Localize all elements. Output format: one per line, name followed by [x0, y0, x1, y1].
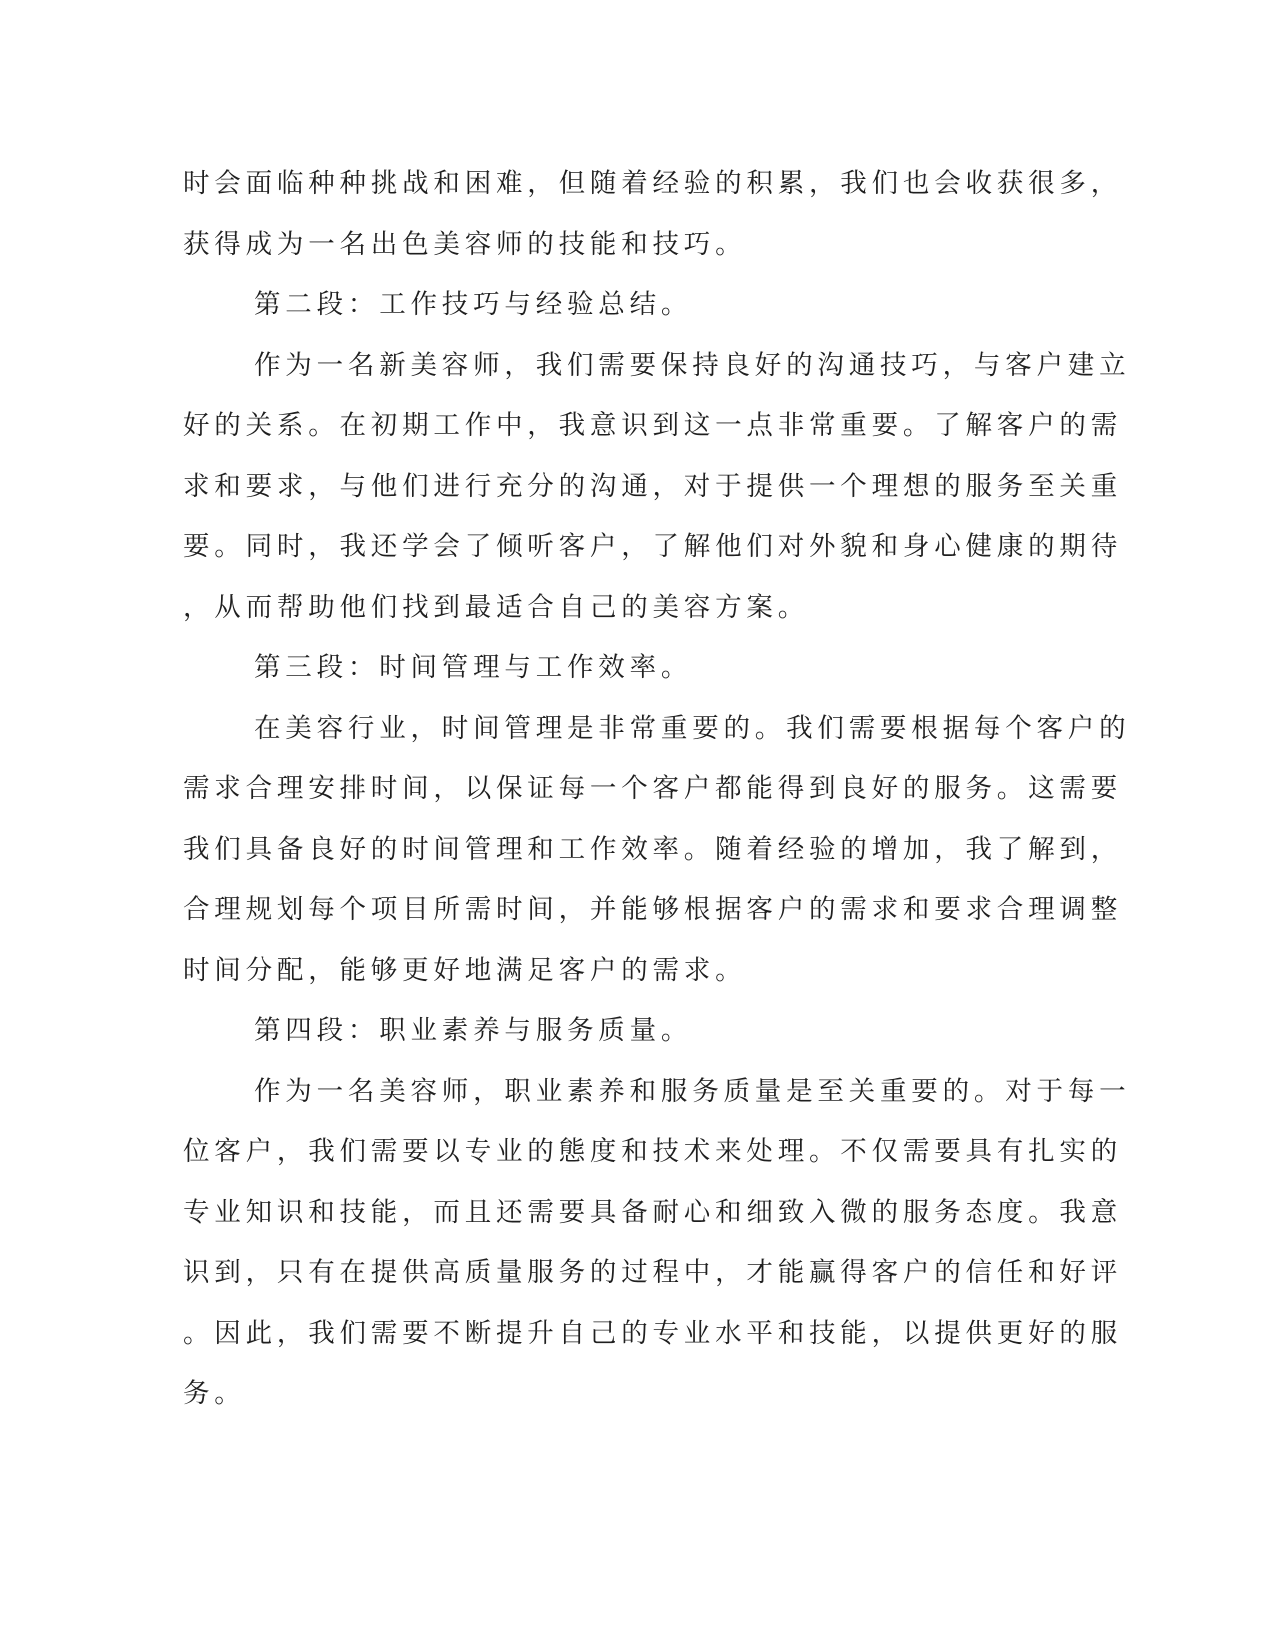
text-line-13: 合理规划每个项目所需时间，并能够根据客户的需求和要求合理调整 [183, 894, 1122, 925]
text-line-4: 作为一名新美容师，我们需要保持良好的沟通技巧，与客户建立 [254, 349, 1131, 381]
text-line-10: 在美容行业，时间管理是非常重要的。我们需要根据每个客户的 [254, 712, 1131, 744]
text-line-6: 求和要求，与他们进行充分的沟通，对于提供一个理想的服务至关重 [183, 470, 1122, 502]
text-line-12: 我们具备良好的时间管理和工作效率。随着经验的增加，我了解到， [183, 833, 1122, 865]
section-heading-4: 第四段：职业素养与服务质量。 [254, 1015, 693, 1046]
section-heading-2: 第二段：工作技巧与经验总结。 [254, 289, 693, 320]
text-line-14: 时间分配，能够更好地满足客户的需求。 [183, 954, 747, 986]
text-line-2: 获得成为一名出色美容师的技能和技巧。 [183, 228, 747, 260]
text-line-18: 专业知识和技能，而且还需要具备耐心和细致入微的服务态度。我意 [183, 1196, 1122, 1228]
section-heading-3: 第三段：时间管理与工作效率。 [254, 652, 693, 683]
text-line-8: ，从而帮助他们找到最适合自己的美容方案。 [183, 591, 809, 623]
text-line-16: 作为一名美容师，职业素养和服务质量是至关重要的。对于每一 [254, 1075, 1131, 1107]
body-text [183, 154, 1131, 1425]
text-line-19: 识到，只有在提供高质量服务的过程中，才能赢得客户的信任和好评 [183, 1257, 1122, 1288]
text-line-7: 要。同时，我还学会了倾听客户，了解他们对外貌和身心健康的期待 [183, 531, 1122, 562]
text-line-1: 时会面临种种挑战和困难，但随着经验的积累，我们也会收获很多， [183, 168, 1122, 199]
text-line-5: 好的关系。在初期工作中，我意识到这一点非常重要。了解客户的需 [183, 410, 1122, 441]
text-line-17: 位客户，我们需要以专业的態度和技术来处理。不仅需要具有扎实的 [183, 1136, 1122, 1167]
text-line-11: 需求合理安排时间，以保证每一个客户都能得到良好的服务。这需要 [183, 773, 1122, 804]
text-line-20: 。因此，我们需要不断提升自己的专业水平和技能，以提供更好的服 [183, 1317, 1122, 1349]
text-line-21: 务。 [183, 1378, 246, 1409]
